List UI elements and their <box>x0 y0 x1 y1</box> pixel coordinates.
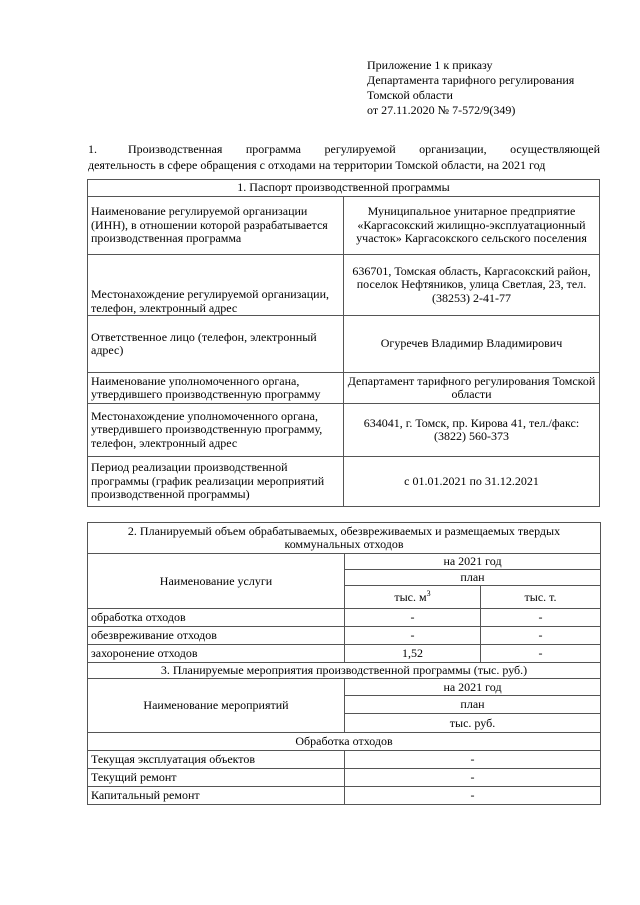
service-value-t: - <box>481 645 601 663</box>
service-name: обезвреживание отходов <box>88 627 345 645</box>
table-row <box>88 769 601 787</box>
measure-name: Текущий ремонт <box>88 769 345 787</box>
volume-year-header: на 2021 год <box>345 554 601 570</box>
service-value-m3: 1,52 <box>345 645 481 663</box>
measures-unit-header: тыс. руб. <box>345 714 601 733</box>
order-appendix-header <box>367 58 574 118</box>
measure-value: - <box>345 751 601 769</box>
measures-section-title: Обработка отходов <box>88 733 601 751</box>
table-row <box>88 255 600 316</box>
measures-header: Наименование мероприятий <box>88 679 345 733</box>
volume-and-measures-table <box>87 522 601 805</box>
measures-year-header: на 2021 год <box>345 679 601 696</box>
measure-value: - <box>345 787 601 805</box>
passport-label: Наименование уполномоченного органа, утвердившего производственную программу <box>88 373 344 404</box>
passport-label: Наименование регулируемой организации (ИНН), в отношении которой разрабатывается производственная программа <box>88 197 344 255</box>
service-value-m3: - <box>345 627 481 645</box>
measure-value: - <box>345 769 601 787</box>
volume-title: 2. Планируемый объем обрабатываемых, обезвреживаемых и размещаемых твердых коммунальных отходов <box>88 523 601 554</box>
intro-line-1: Производственная программа регулируемой организации, осуществляющей <box>128 142 600 156</box>
table-row <box>88 627 601 645</box>
measure-name: Капитальный ремонт <box>88 787 345 805</box>
unit-cubic-meters-label: тыс. м <box>394 589 427 604</box>
table-row <box>88 787 601 805</box>
intro-number: 1. <box>88 142 97 156</box>
passport-value: Департамент тарифного регулирования Томской области <box>344 373 600 404</box>
passport-value: Муниципальное унитарное предприятие «Каргасокский жилищно-эксплуатационный участок» Каргасокского сельского поселения <box>344 197 600 255</box>
service-value-t: - <box>481 627 601 645</box>
service-name: обработка отходов <box>88 609 345 627</box>
passport-value: с 01.01.2021 по 31.12.2021 <box>344 457 600 507</box>
table-row <box>88 316 600 373</box>
table-row <box>88 457 600 507</box>
measure-name: Текущая эксплуатация объектов <box>88 751 345 769</box>
service-name: захоронение отходов <box>88 645 345 663</box>
unit-cubic-meters <box>345 586 481 609</box>
passport-label: Ответственное лицо (телефон, электронный адрес) <box>88 316 344 373</box>
table-row <box>88 645 601 663</box>
intro-line-2: деятельность в сфере обращения с отходами на территории Томской области, на 2021 год <box>88 158 546 172</box>
measures-plan-header: план <box>345 696 601 714</box>
measures-title: 3. Планируемые мероприятия производственной программы (тыс. руб.) <box>88 663 601 679</box>
table-row <box>88 404 600 457</box>
passport-value: 636701, Томская область, Каргасокский район, поселок Нефтяников, улица Светлая, 23, тел. (38253) 2-41-77 <box>344 255 600 316</box>
program-intro <box>88 141 600 173</box>
service-header: Наименование услуги <box>88 554 345 609</box>
passport-label: Местонахождение уполномоченного органа, утвердившего производственную программу, телефон, электронный адрес <box>88 404 344 457</box>
passport-table <box>87 179 600 507</box>
unit-superscript: 3 <box>426 588 431 598</box>
volume-plan-header: план <box>345 570 601 586</box>
unit-tons: тыс. т. <box>481 586 601 609</box>
table-row <box>88 751 601 769</box>
passport-label: Период реализации производственной программы (график реализации мероприятий производственной программы) <box>88 457 344 507</box>
table-row <box>88 197 600 255</box>
service-value-t: - <box>481 609 601 627</box>
header-line-1: Приложение 1 к приказу <box>367 58 493 72</box>
passport-title: 1. Паспорт производственной программы <box>88 180 600 197</box>
passport-label: Местонахождение регулируемой организации, телефон, электронный адрес <box>88 255 344 316</box>
service-value-m3: - <box>345 609 481 627</box>
table-row <box>88 373 600 404</box>
table-row <box>88 609 601 627</box>
passport-value: 634041, г. Томск, пр. Кирова 41, тел./факс: (3822) 560-373 <box>344 404 600 457</box>
passport-value: Огуречев Владимир Владимирович <box>344 316 600 373</box>
header-line-3: Томской области <box>367 88 453 102</box>
header-line-4: от 27.11.2020 № 7-572/9(349) <box>367 103 516 117</box>
header-line-2: Департамента тарифного регулирования <box>367 73 575 87</box>
